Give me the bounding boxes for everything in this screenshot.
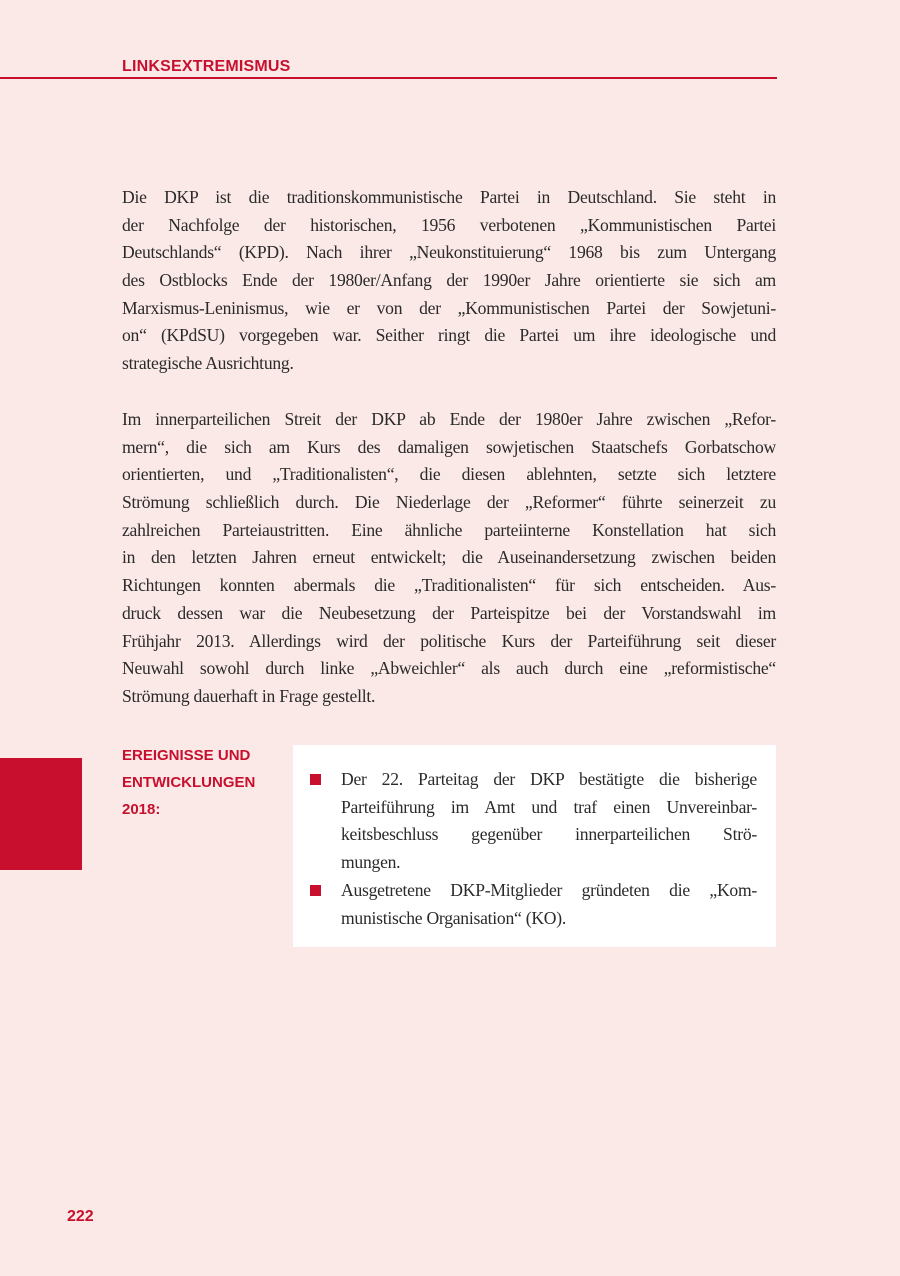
text-line: Im innerparteilichen Streit der DKP ab Ende der 1980er Jahre zwischen „Refor- — [122, 409, 776, 429]
section-header: LINKSEXTREMISMUS — [122, 58, 291, 75]
text-line: Der 22. Parteitag der DKP bestätigte die bisherige — [341, 769, 757, 789]
text-line: strategische Ausrichtung. — [122, 353, 294, 374]
text-line: in den letzten Jahren erneut entwickelt; die Auseinandersetzung zwischen beiden — [122, 547, 776, 568]
event-item-2 — [341, 877, 757, 932]
paragraph-1 — [122, 184, 776, 378]
events-heading-line: EREIGNISSE UND — [122, 747, 251, 764]
text-line: Strömung dauerhaft in Frage gestellt. — [122, 685, 376, 706]
events-heading — [122, 742, 255, 823]
text-line: on“ (KPdSU) vorgegeben war. Seither ringt die Partei um ihre ideologische und — [122, 325, 776, 346]
bullet-square-icon — [310, 774, 321, 785]
events-heading-line: ENTWICKLUNGEN — [122, 774, 256, 791]
text-line: Ausgetretene DKP-Mitglieder gründeten die „Kom- — [341, 880, 757, 900]
text-line: Deutschlands“ (KPD). Nach ihrer „Neukonstituierung“ 1968 bis zum Untergang — [122, 242, 776, 263]
text-line: keitsbeschluss gegenüber innerparteilichen Strö- — [341, 824, 757, 845]
text-line: des Ostblocks Ende der 1980er/Anfang der 1990er Jahre orientierte sie sich am — [122, 270, 776, 291]
margin-color-block — [0, 758, 82, 870]
page-number: 222 — [67, 1208, 94, 1225]
text-line: Parteiführung im Amt und traf einen Unvereinbar- — [341, 796, 757, 817]
text-line: druck dessen war die Neubesetzung der Parteispitze bei der Vorstandswahl im — [122, 602, 776, 623]
text-line: der Nachfolge der historischen, 1956 verbotenen „Kommunistischen Partei — [122, 214, 776, 235]
bullet-square-icon — [310, 885, 321, 896]
text-line: Strömung schließlich durch. Die Niederlage der „Reformer“ führte seinerzeit zu — [122, 492, 776, 513]
paragraph-2 — [122, 406, 776, 711]
text-line: mungen. — [341, 852, 401, 873]
text-line: Neuwahl sowohl durch linke „Abweichler“ als auch durch eine „reformistische“ — [122, 658, 776, 679]
events-heading-line: 2018: — [122, 801, 161, 818]
text-line: Marxismus-Leninismus, wie er von der „Kommunistischen Partei der Sowjetuni- — [122, 297, 776, 318]
text-line: munistische Organisation“ (KO). — [341, 907, 566, 928]
text-line: Frühjahr 2013. Allerdings wird der politische Kurs der Parteiführung seit dieser — [122, 630, 776, 651]
text-line: Die DKP ist die traditionskommunistische Partei in Deutschland. Sie steht in — [122, 187, 776, 207]
text-line: Richtungen konnten abermals die „Traditionalisten“ für sich entscheiden. Aus- — [122, 575, 776, 596]
event-item-1 — [341, 766, 757, 877]
text-line: mern“, die sich am Kurs des damaligen sowjetischen Staatschefs Gorbatschow — [122, 436, 776, 457]
header-rule — [0, 77, 777, 79]
text-line: zahlreichen Parteiaustritten. Eine ähnliche parteiinterne Konstellation hat sich — [122, 519, 776, 540]
text-line: orientierten, und „Traditionalisten“, die diesen ablehnten, setzte sich letztere — [122, 464, 776, 485]
